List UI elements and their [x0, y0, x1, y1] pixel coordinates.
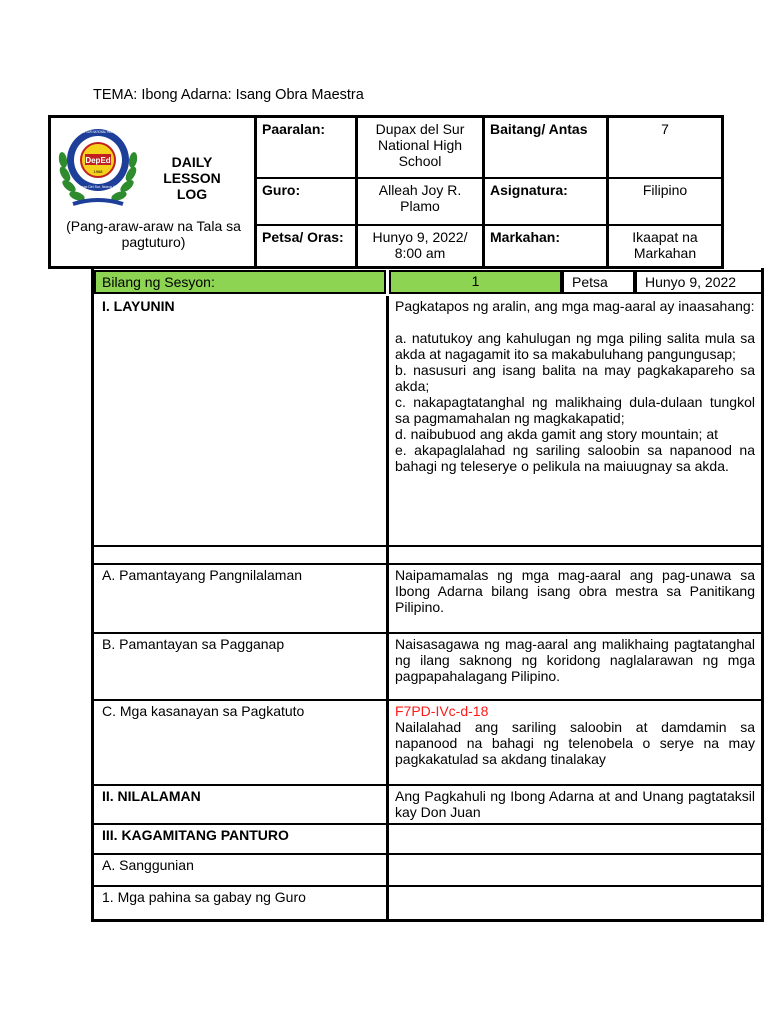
- asignatura-label: Asignatura:: [490, 182, 568, 198]
- dll-line-3: LOG: [176, 186, 208, 202]
- nilalaman-row: [94, 786, 761, 824]
- session-label: Bilang ng Sesyon:: [94, 270, 386, 294]
- layunin-content: [389, 296, 761, 476]
- baitang-label: Baitang/ Antas: [490, 121, 588, 137]
- session-petsa-label: Petsa: [562, 270, 635, 294]
- kasanayan-row: [94, 701, 761, 785]
- session-number: 1: [389, 270, 562, 294]
- kasanayan-value: Nailalahad ang sariling saloobin at damdamin sa napanood na bahagi ng telenobela o serye na may pagkakatulad sa akdang tinalakay: [395, 719, 755, 767]
- pamantayan-pagganap-row: [94, 634, 761, 700]
- pamantayang-pangnilalaman-value: Naipamamalas ng mga mag-aaral ang pag-unawa sa Ibong Adarna bilang isang obra mestra sa Panitikang Pilipino.: [395, 567, 755, 615]
- guro-label: Guro:: [262, 182, 301, 198]
- markahan-value: Ikaapat na Markahan: [632, 229, 698, 261]
- empty-row: [94, 547, 761, 564]
- daily-lesson-log-title: [151, 154, 233, 202]
- layunin-item-b: b. nasusuri ang isang balita na may pagkakapareho sa akda;: [395, 362, 755, 394]
- header-table: [48, 115, 724, 269]
- layunin-item-c: c. nakapagtatanghal ng malikhaing dula-dulaan tungkol sa pagmamahalan ng magkakapatid;: [395, 394, 755, 426]
- layunin-intro: Pagkatapos ng aralin, ang mga mag-aaral ay inaasahang:: [395, 298, 755, 314]
- logo-ring-text: DUPAX DEL SUR NATIONAL HIGH SCHOOL: [70, 129, 127, 134]
- kasanayan-label: C. Mga kasanayan sa Pagkatuto: [94, 701, 389, 785]
- pamantayang-pangnilalaman-row: [94, 565, 761, 633]
- school-logo: [55, 122, 141, 208]
- nilalaman-label: II. NILALAMAN: [94, 786, 389, 824]
- competency-code: F7PD-IVc-d-18: [395, 703, 489, 719]
- dll-subtitle: (Pang-araw-araw na Tala sa pagtuturo): [66, 218, 241, 250]
- pahina-row: [94, 887, 761, 922]
- logo-year: 1968: [93, 169, 103, 174]
- layunin-heading: I. LAYUNIN: [94, 296, 389, 546]
- petsa-oras-value: Hunyo 9, 2022/ 8:00 am: [372, 229, 468, 261]
- paaralan-label: Paaralan:: [262, 121, 326, 137]
- pamantayan-pagganap-value: Naisasagawa ng mag-aaral ang malikhaing pagtatanghal ng ilang saknong ng koridong naglalarawan ng mga pagpapahalagang Pilipino.: [395, 636, 755, 684]
- tema-title: TEMA: Ibong Adarna: Isang Obra Maestra: [93, 87, 364, 103]
- session-petsa-value: Hunyo 9, 2022: [635, 270, 764, 294]
- kagamitan-label: III. KAGAMITANG PANTURO: [94, 825, 389, 854]
- pamantayang-pangnilalaman-label: A. Pamantayang Pangnilalaman: [94, 565, 389, 633]
- petsa-oras-label: Petsa/ Oras:: [262, 229, 344, 245]
- markahan-label: Markahan:: [490, 229, 561, 245]
- dll-line-1: DAILY: [171, 154, 213, 170]
- logo-motto: Dupax Del Sur, Nueva Viz.: [77, 185, 119, 189]
- kasanayan-content: [389, 701, 761, 769]
- nilalaman-value: Ang Pagkahuli ng Ibong Adarna at and Unang pagtataksil kay Don Juan: [395, 788, 755, 820]
- layunin-row: [94, 296, 761, 546]
- kagamitan-row: [94, 825, 761, 854]
- baitang-value: 7: [661, 121, 669, 137]
- sanggunian-row: [94, 855, 761, 886]
- layunin-item-d: d. naibubuod ang akda gamit ang story mountain; at: [395, 426, 718, 442]
- layunin-item-e: e. akapaglalahad ng sariling saloobin sa napanood na bahagi ng teleserye o pelikula na maiuugnay sa akda.: [395, 442, 755, 474]
- sanggunian-label: A. Sanggunian: [94, 855, 389, 886]
- pamantayan-pagganap-label: B. Pamantayan sa Pagganap: [94, 634, 389, 700]
- paaralan-value: Dupax del Sur National High School: [375, 121, 465, 169]
- session-row: [94, 268, 761, 296]
- dll-line-2: LESSON: [163, 170, 221, 186]
- lesson-table: [91, 268, 764, 922]
- pahina-label: 1. Mga pahina sa gabay ng Guro: [94, 887, 389, 922]
- layunin-item-a: a. natutukoy ang kahulugan ng mga piling salita mula sa akda at nagagamit ito sa makabuluhang pangungusap;: [395, 330, 755, 362]
- logo-center-text: DepEd: [85, 156, 111, 165]
- guro-value: Alleah Joy R. Plamo: [378, 182, 462, 214]
- asignatura-value: Filipino: [642, 182, 688, 198]
